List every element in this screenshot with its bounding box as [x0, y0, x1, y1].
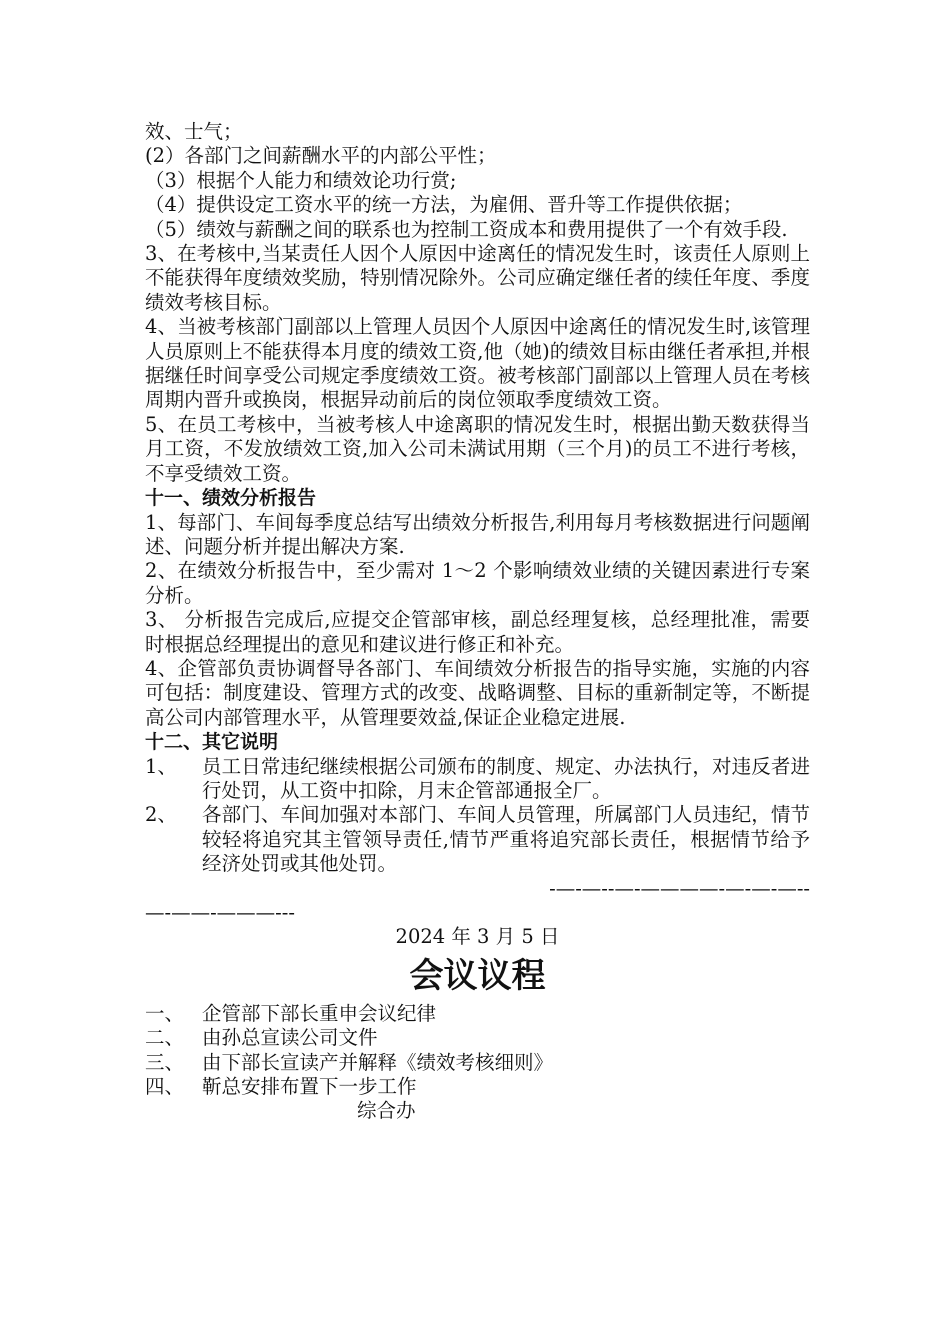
agenda-number: 四、: [145, 1075, 185, 1099]
numbered-item: [145, 755, 810, 804]
document-page: [145, 120, 810, 1124]
paragraph: （5）绩效与薪酬之间的联系也为控制工资成本和费用提供了一个有效手段.: [145, 217, 788, 241]
item-number: 1、: [145, 754, 177, 778]
paragraph: 4、当被考核部门副部以上管理人员因个人原因中途离任的情况发生时,该管理人员原则上不能获得本月度的绩效工资,他（她)的绩效目标由继任者承担,并根据继任时间享受公司规定季度绩效工资。被考核部门副部以上管理人员在考核周期内晋升或换岗，根据异动前后的岗位领取季度绩效工资。: [145, 315, 810, 412]
item-text: 各部门、车间加强对本部门、车间人员管理，所属部门人员违纪，情节较轻将追究其主管领导责任,情节严重将追究部长责任，根据情节给予经济处罚或其他处罚。: [202, 803, 810, 876]
paragraph: 效、士气；: [145, 120, 243, 143]
paragraph: 1、每部门、车间每季度总结写出绩效分析报告,利用每月考核数据进行问题阐述、问题分析并提出解决方案.: [145, 510, 810, 558]
item-text: 员工日常违纪继续根据公司颁布的制度、规定、办法执行，对违反者进行处罚，从工资中扣除，月末企管部通报全厂。: [202, 754, 810, 802]
agenda-item: [145, 1051, 810, 1075]
document-date: 2024 年 3 月 5 日: [395, 925, 560, 949]
agenda-item: [145, 1075, 810, 1099]
agenda-text: 企管部下部长重申会议纪律: [202, 1001, 437, 1025]
paragraph: 3、在考核中,当某责任人因个人原因中途离任的情况发生时，该责任人原则上不能获得年度绩效奖励，特别情况除外。公司应确定继任者的续任年度、季度绩效考核目标。: [145, 242, 810, 314]
agenda-text: 由孙总宣读公司文件: [202, 1026, 378, 1050]
agenda-text: 由下部长宣读产并解释《绩效考核细则》: [202, 1050, 554, 1074]
paragraph: 2、在绩效分析报告中，至少需对 1～2 个影响绩效业绩的关键因素进行专案分析。: [145, 559, 810, 607]
paragraph: 4、企管部负责协调督导各部门、车间绩效分析报告的指导实施，实施的内容可包括：制度建设、管理方式的改变、战略调整、目标的重新制定等，不断提高公司内部管理水平，从管理要效益,保证企业稳定进展.: [145, 656, 810, 729]
section-heading: 十一、绩效分析报告: [145, 487, 317, 510]
paragraph: 5、在员工考核中，当被考核人中途离职的情况发生时，根据出勤天数获得当月工资，不发放绩效工资,加入公司未满试用期（三个月)的员工不进行考核，不享受绩效工资。: [145, 412, 810, 485]
item-number: 2、: [145, 803, 177, 827]
numbered-item: [145, 803, 810, 876]
paragraph: 3、 分析报告完成后,应提交企管部审核，副总经理复核，总经理批准，需要时根据总经理提出的意见和建议进行修正和补充。: [145, 608, 810, 656]
paragraph: (2）各部门之间薪酬水平的内部公平性；: [145, 144, 497, 168]
dash-separator: —-——-———---: [145, 901, 295, 924]
agenda-item: [145, 1026, 810, 1050]
signature: 综合办: [357, 1099, 416, 1123]
agenda-text: 靳总安排布置下一步工作: [202, 1075, 417, 1099]
agenda-number: 一、: [145, 1001, 185, 1025]
paragraph: （4）提供设定工资水平的统一方法，为雇佣、晋升等工作提供依据；: [145, 193, 743, 217]
agenda-item: [145, 1002, 810, 1026]
agenda-number: 三、: [145, 1050, 185, 1074]
section-heading: 十二、其它说明: [145, 731, 279, 754]
dash-separator: -—-—--—-————-—-—-—--: [549, 876, 810, 900]
paragraph: （3）根据个人能力和绩效论功行赏;: [145, 168, 457, 192]
agenda-number: 二、: [145, 1026, 185, 1050]
agenda-title: 会议议程: [409, 955, 546, 996]
